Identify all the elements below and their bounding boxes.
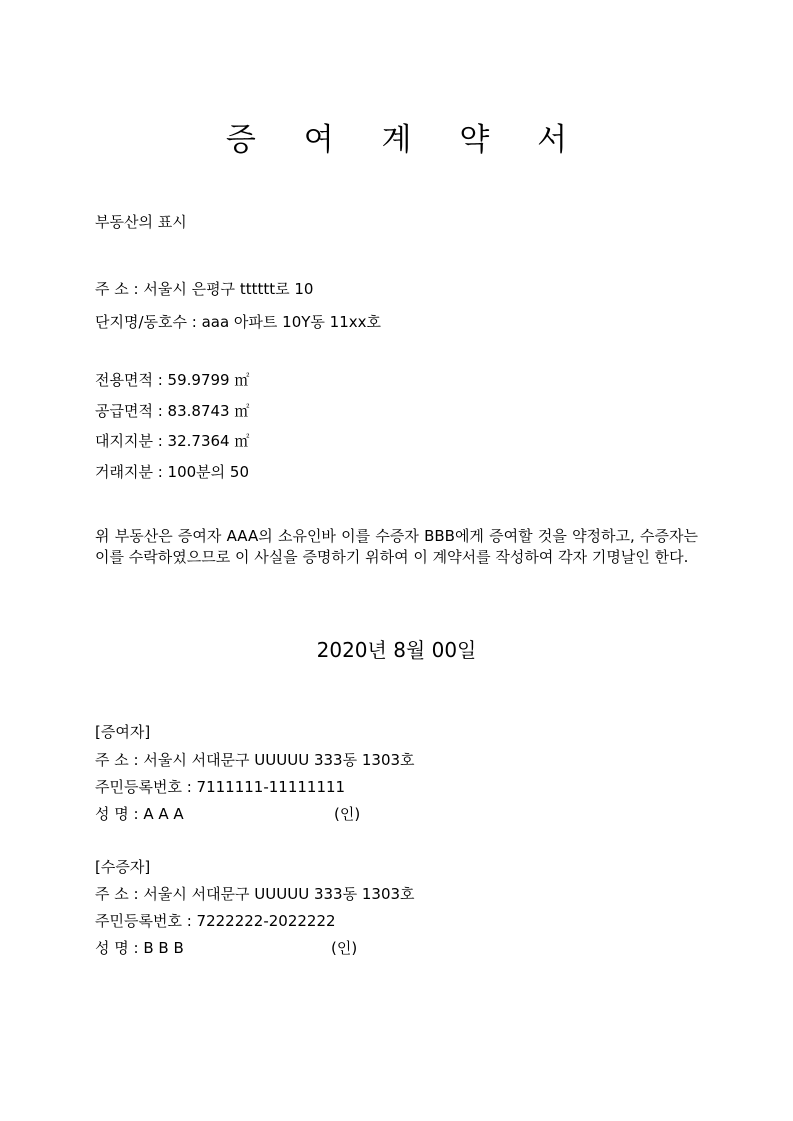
agreement-paragraph: 위 부동산은 증여자 AAA의 소유인바 이를 수증자 BBB에게 증여할 것을 약정하고, 수증자는 이를 수락하였으므로 이 사실을 증명하기 위하여 이 계약서를 작성하여 각자 기명날인 한다.: [95, 527, 698, 566]
land-share: 대지지분 : 32.7364 ㎡: [95, 432, 250, 450]
donor-heading: [증여자]: [95, 723, 151, 741]
property-address: 주 소 : 서울시 은평구 tttttt로 10: [95, 280, 314, 298]
property-complex-unit: 단지명/동호수 : aaa 아파트 10Y동 11xx호: [95, 313, 382, 331]
trade-share: 거래지분 : 100분의 50: [95, 463, 250, 481]
donee-heading: [수증자]: [95, 858, 151, 876]
donor-address: 주 소 : 서울시 서대문구 UUUUU 333동 1303호: [95, 751, 415, 769]
donee-seal: (인): [331, 939, 358, 957]
document-title: 증 여 계 약 서: [225, 122, 587, 158]
contract-date: 2020년 8월 00일: [316, 638, 477, 662]
supply-area: 공급면적 : 83.8743 ㎡: [95, 402, 250, 420]
donee-resident-number: 주민등록번호 : 7222222-2022222: [95, 912, 336, 930]
donee-name: 성 명 : B B B: [95, 939, 184, 957]
donee-address: 주 소 : 서울시 서대문구 UUUUU 333동 1303호: [95, 885, 415, 903]
donor-resident-number: 주민등록번호 : 7111111-11111111: [95, 778, 346, 796]
donor-name: 성 명 : A A A: [95, 805, 184, 823]
exclusive-area: 전용면적 : 59.9799 ㎡: [95, 371, 250, 389]
donor-seal: (인): [334, 805, 361, 823]
property-heading: 부동산의 표시: [95, 213, 187, 231]
